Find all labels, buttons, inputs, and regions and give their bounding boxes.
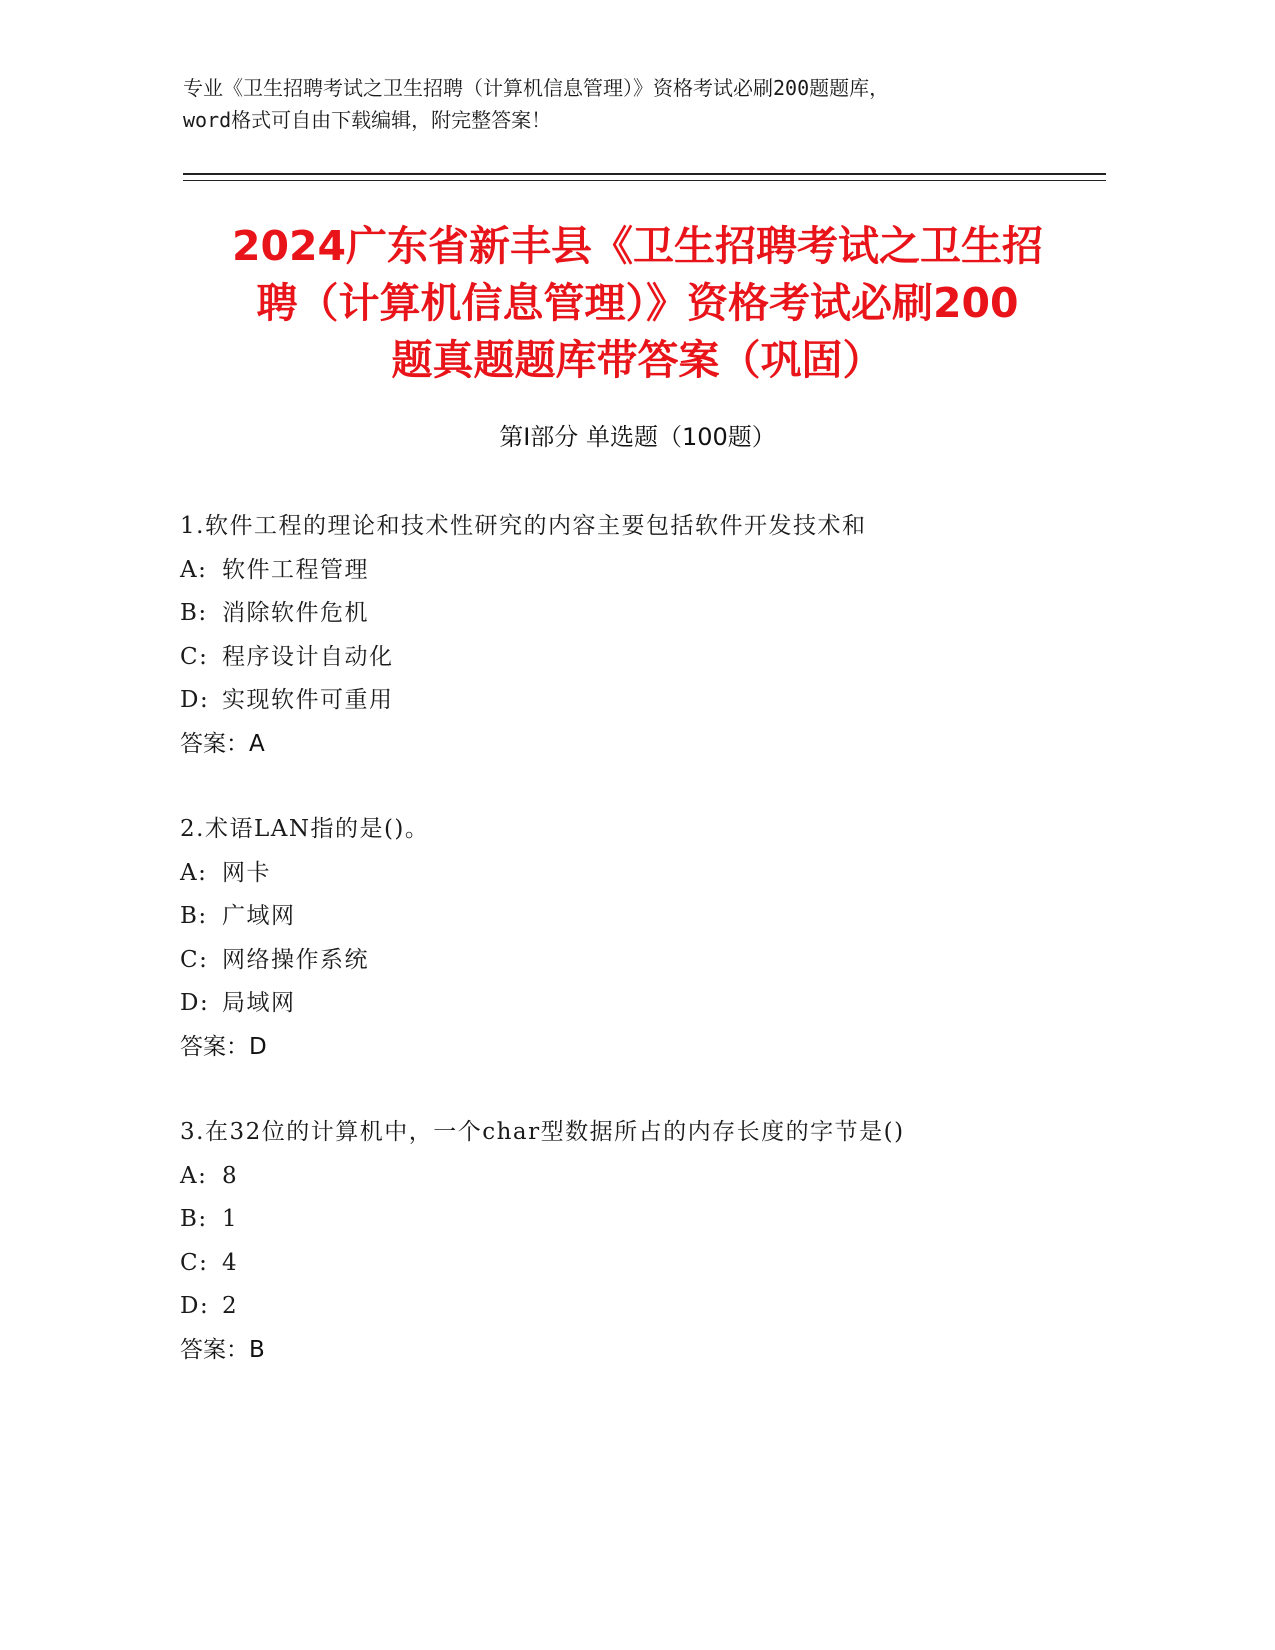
question-stem: 1.软件工程的理论和技术性研究的内容主要包括软件开发技术和 <box>180 513 867 539</box>
option-text: 广域网 <box>222 903 296 929</box>
option-text: 网卡 <box>222 859 271 886</box>
option-d <box>180 982 1120 1026</box>
option-text: 4 <box>222 1249 239 1276</box>
question-item <box>180 808 1120 1069</box>
section-heading: 第Ⅰ部分 单选题（100题） <box>499 423 776 451</box>
option-text: 消除软件危机 <box>222 600 369 626</box>
option-a <box>180 1155 1120 1199</box>
option-text: 程序设计自动化 <box>222 643 394 670</box>
option-a <box>180 852 1120 896</box>
option-b <box>180 895 1120 939</box>
option-d <box>180 1285 1120 1329</box>
option-d <box>180 679 1120 723</box>
answer-text: 答案：D <box>180 1033 267 1060</box>
header-note-line-2: word格式可自由下载编辑，附完整答案！ <box>183 108 552 132</box>
option-text: 网络操作系统 <box>222 946 369 973</box>
option-label: D: <box>180 990 210 1016</box>
question-list <box>180 505 1120 1414</box>
option-label: D: <box>180 1293 210 1319</box>
document-title-line-2: 聘（计算机信息管理）》资格考试必刷200 <box>256 279 1019 327</box>
option-label: C: <box>180 1249 209 1276</box>
header-note-line-1: 专业《卫生招聘考试之卫生招聘（计算机信息管理）》资格考试必刷200题题库， <box>183 76 890 100</box>
option-text: 1 <box>222 1206 239 1232</box>
answer-text: 答案：A <box>180 730 265 757</box>
option-label: B: <box>180 903 208 929</box>
option-label: A: <box>180 859 208 886</box>
option-text: 实现软件可重用 <box>222 687 394 713</box>
option-label: C: <box>180 643 209 670</box>
header-divider-thick <box>183 173 1106 175</box>
header-note <box>183 72 1083 136</box>
option-text: 局域网 <box>222 990 296 1016</box>
header-divider-thin <box>183 180 1106 181</box>
option-b <box>180 592 1120 636</box>
option-label: D: <box>180 687 210 713</box>
option-label: C: <box>180 946 209 973</box>
document-title-line-1: 2024广东省新丰县《卫生招聘考试之卫生招 <box>231 222 1044 270</box>
question-item <box>180 505 1120 766</box>
question-stem: 2.术语LAN指的是()。 <box>180 816 430 842</box>
option-label: A: <box>180 1162 208 1189</box>
question-item <box>180 1111 1120 1372</box>
option-c <box>180 939 1120 983</box>
document-title <box>150 218 1125 389</box>
question-stem: 3.在32位的计算机中，一个char型数据所占的内存长度的字节是() <box>180 1119 905 1145</box>
option-b <box>180 1198 1120 1242</box>
document-title-line-3: 题真题题库带答案（巩固） <box>391 336 884 384</box>
answer-text: 答案：B <box>180 1336 265 1363</box>
option-label: B: <box>180 600 208 626</box>
option-c <box>180 636 1120 680</box>
option-a <box>180 549 1120 593</box>
option-c <box>180 1242 1120 1286</box>
option-text: 8 <box>222 1162 239 1189</box>
option-label: B: <box>180 1206 208 1232</box>
option-label: A: <box>180 556 208 583</box>
option-text: 软件工程管理 <box>222 556 369 583</box>
option-text: 2 <box>222 1293 239 1319</box>
